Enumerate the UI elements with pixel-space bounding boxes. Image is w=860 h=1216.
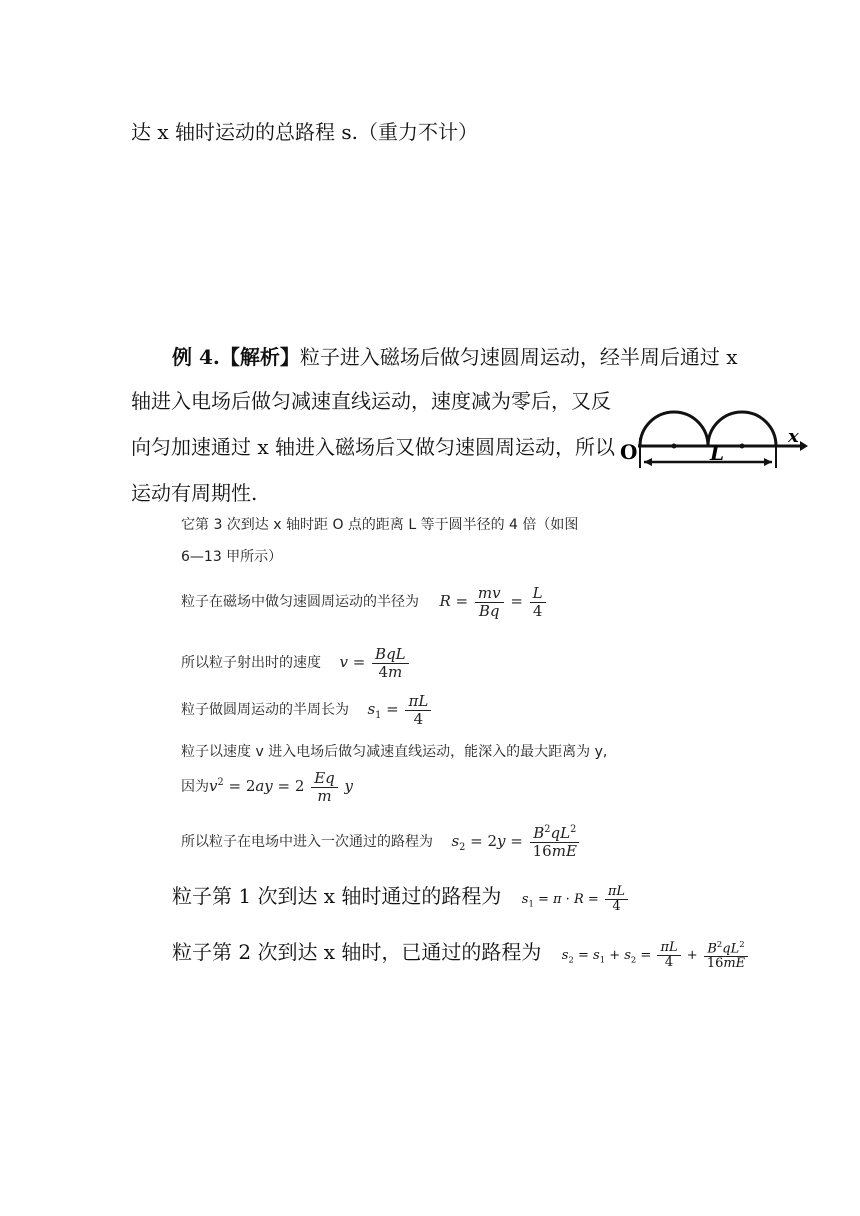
because-row: [181, 770, 353, 804]
halfcircle-text: 粒子做圆周运动的半周长为: [181, 702, 349, 718]
radius-equation: R = $\frac{mv}{Bq}$ = $\frac{L}{4}$: [439, 592, 547, 610]
length-label: L: [710, 441, 725, 465]
second-path-equation: $s_2 = s_1 + s_2$ = $\frac{\pi L}{4}$ + $\frac{B^2qL^2}{16mE}$: [562, 948, 750, 963]
right-arrowhead: [764, 458, 772, 466]
path-equation: $s_2 = 2y$ = $\frac{B^2qL^2}{16mE}$: [451, 832, 581, 850]
conclusion-line-1: 粒子第 1 次到达 x 轴时通过的路程为: [172, 884, 502, 908]
path-text: 所以粒子在电场中进入一次通过的路程为: [181, 834, 433, 850]
example-label: 例 4.: [172, 345, 220, 369]
kinematics-equation: $v^2 = 2ay = 2$ $\frac{Eq}{m}$ y: [209, 769, 354, 805]
origin-label: O: [620, 440, 638, 464]
path-row: [181, 825, 582, 859]
conclusion-line-2: 粒子第 2 次到达 x 轴时，已通过的路程为: [172, 940, 542, 964]
speed-row: [181, 646, 411, 680]
radius-text: 粒子在磁场中做匀速圆周运动的半径为: [181, 594, 419, 610]
example-line-4: 运动有周期性.: [131, 481, 258, 505]
conclusion-row-2: [172, 936, 750, 971]
speed-equation: v = $\frac{\text{BqL}}{4m}$: [339, 653, 410, 671]
analysis-bracket: 【解析】: [219, 345, 300, 369]
halfcircle-row: [181, 693, 433, 727]
radius-row: [181, 585, 548, 619]
first-path-equation: $s_1 = \pi \cdot R$ = $\frac{\pi L}{4}$: [522, 892, 630, 907]
x-axis-arrow: [800, 441, 808, 451]
because-text: 因为: [181, 779, 209, 795]
example-first-line: [172, 341, 737, 370]
axis-x-label: x: [788, 426, 799, 447]
example-line-1: 粒子进入磁场后做匀速圆周运动，经半周后通过 x: [299, 345, 738, 369]
conclusion-row-1: [172, 880, 630, 914]
solution-line-1: 它第 3 次到达 x 轴时距 O 点的距离 L 等于圆半径的 4 倍（如图: [181, 517, 579, 533]
problem-tail-line: 达 x 轴时运动的总路程 s.（重力不计）: [131, 120, 478, 144]
trajectory-figure: [618, 402, 808, 486]
semicircle-arc-1: [640, 412, 708, 446]
depth-text: 粒子以速度 v 进入电场后做匀减速直线运动，能深入的最大距离为 y,: [181, 744, 608, 760]
speed-text: 所以粒子射出时的速度: [181, 655, 321, 671]
left-arrowhead: [644, 458, 652, 466]
solution-line-2: 6—13 甲所示）: [181, 549, 283, 565]
example-line-2: 轴进入电场后做匀减速直线运动，速度减为零后，又反: [131, 389, 611, 413]
halfcircle-equation: $s_1$ = $\frac{\pi L}{4}$: [367, 700, 433, 718]
example-line-3: 向匀加速通过 x 轴进入磁场后又做匀速圆周运动，所以: [131, 435, 615, 459]
